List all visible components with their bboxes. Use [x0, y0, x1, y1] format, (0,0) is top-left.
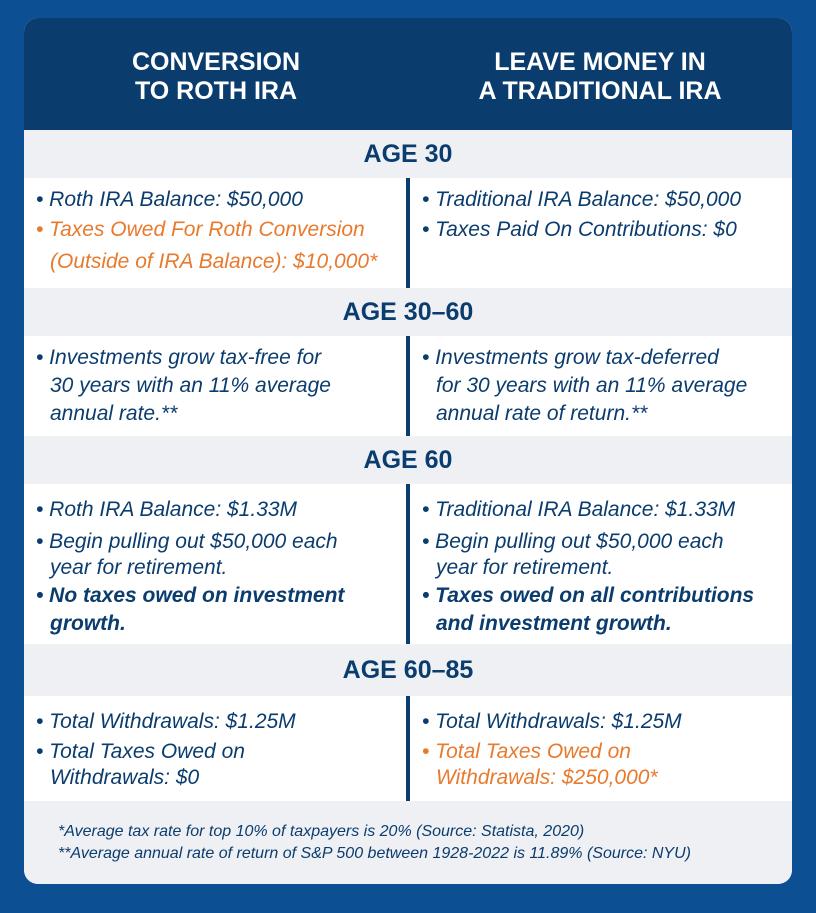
section-label-age-60-85: AGE 60–85 — [24, 644, 792, 696]
roth-balance-age-30: • Roth IRA Balance: $50,000 — [36, 188, 303, 211]
roth-withdrawal-line-2: year for retirement. — [50, 556, 228, 579]
traditional-total-taxes-line-1: • Total Taxes Owed on — [422, 740, 631, 763]
traditional-taxes-owed-line-1: • Taxes owed on all contributions — [422, 584, 755, 607]
right-title-line-1: LEAVE MONEY IN — [494, 48, 706, 76]
traditional-total-withdrawals: • Total Withdrawals: $1.25M — [422, 710, 682, 733]
roth-total-taxes-line-1: • Total Taxes Owed on — [36, 740, 245, 763]
roth-no-taxes-line-2: growth. — [50, 612, 126, 635]
traditional-balance-age-60: • Traditional IRA Balance: $1.33M — [422, 498, 736, 521]
section-label-age-60: AGE 60 — [24, 436, 792, 484]
footnote-tax-rate: *Average tax rate for top 10% of taxpayers is 20% (Source: Statista, 2020) — [58, 823, 585, 840]
comparison-card — [24, 18, 792, 884]
right-column-title — [408, 48, 792, 106]
column-divider — [406, 484, 410, 644]
roth-withdrawal-line-1: • Begin pulling out $50,000 each — [36, 530, 338, 553]
roth-growth-line-1: • Investments grow tax-free for — [36, 346, 322, 369]
traditional-growth-line-1: • Investments grow tax-deferred — [422, 346, 719, 369]
traditional-growth-line-2: for 30 years with an 11% average — [436, 374, 748, 397]
traditional-growth-line-3: annual rate of return.** — [436, 402, 648, 425]
roth-total-taxes-line-2: Withdrawals: $0 — [50, 766, 200, 789]
left-title-line-2: TO ROTH IRA — [134, 77, 298, 105]
right-title-line-2: A TRADITIONAL IRA — [478, 77, 722, 105]
traditional-withdrawal-line-1: • Begin pulling out $50,000 each — [422, 530, 724, 553]
traditional-balance-age-30: • Traditional IRA Balance: $50,000 — [422, 188, 742, 211]
column-divider — [406, 178, 410, 288]
section-label-age-30: AGE 30 — [24, 130, 792, 178]
left-title-line-1: CONVERSION — [131, 48, 301, 76]
column-divider — [406, 696, 410, 801]
left-column-title — [24, 48, 408, 106]
traditional-taxes-owed-line-2: and investment growth. — [436, 612, 672, 635]
roth-conversion-tax-line-2: (Outside of IRA Balance): $10,000* — [50, 250, 378, 273]
roth-growth-line-2: 30 years with an 11% average — [50, 374, 331, 397]
footnote-return-rate: **Average annual rate of return of S&P 500 between 1928-2022 is 11.89% (Source: NYU) — [58, 845, 691, 862]
roth-conversion-tax-line-1: • Taxes Owed For Roth Conversion — [36, 218, 365, 241]
table-header — [24, 18, 792, 130]
roth-total-withdrawals: • Total Withdrawals: $1.25M — [36, 710, 296, 733]
footnotes — [24, 801, 792, 884]
roth-no-taxes-line-1: • No taxes owed on investment — [36, 584, 345, 607]
roth-growth-line-3: annual rate.** — [50, 402, 178, 425]
roth-balance-age-60: • Roth IRA Balance: $1.33M — [36, 498, 298, 521]
traditional-taxes-paid: • Taxes Paid On Contributions: $0 — [422, 218, 737, 241]
traditional-withdrawal-line-2: year for retirement. — [436, 556, 614, 579]
traditional-total-taxes-line-2: Withdrawals: $250,000* — [436, 766, 658, 789]
section-label-age-30-60: AGE 30–60 — [24, 288, 792, 336]
column-divider — [406, 336, 410, 436]
